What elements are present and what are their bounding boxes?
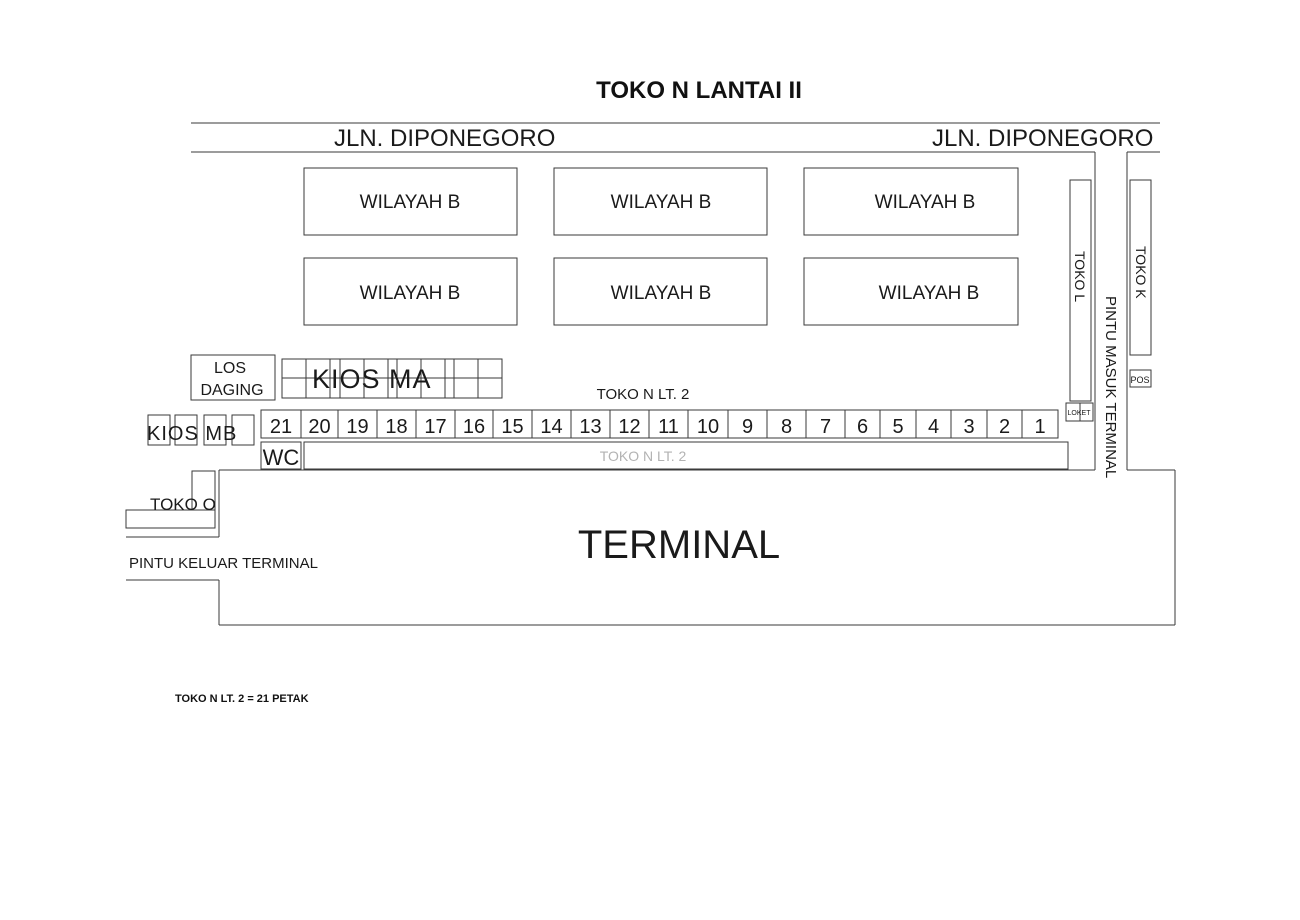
petak-row bbox=[261, 410, 1058, 438]
wilayah-b-label-2: WILAYAH B bbox=[610, 192, 712, 213]
petak-number-8: 8 bbox=[780, 416, 793, 438]
petak-number-15: 15 bbox=[501, 416, 524, 438]
toko-o-group bbox=[126, 471, 216, 528]
petak-number-5: 5 bbox=[892, 416, 904, 438]
petak-number-19: 19 bbox=[346, 416, 369, 438]
street-label-left: JLN. DIPONEGORO bbox=[334, 125, 556, 152]
petak-number-16: 16 bbox=[462, 416, 486, 438]
wilayah-b-label-1: WILAYAH B bbox=[359, 192, 461, 213]
petak-number-11: 11 bbox=[658, 416, 679, 438]
toko-n-label-top: TOKO N LT. 2 bbox=[596, 386, 690, 403]
petak-number-1: 1 bbox=[1034, 416, 1046, 438]
wc-label: WC bbox=[262, 445, 300, 470]
toko-o-label: TOKO O bbox=[150, 495, 216, 514]
petak-number-13: 13 bbox=[579, 416, 602, 438]
petak-number-7: 7 bbox=[819, 416, 832, 438]
los-daging-line-2: DAGING bbox=[200, 382, 264, 399]
petak-number-20: 20 bbox=[308, 416, 331, 438]
toko-k-label: TOKO K bbox=[1133, 246, 1149, 299]
petak-number-6: 6 bbox=[856, 416, 869, 438]
kios-ma-label: KIOS MA bbox=[312, 364, 432, 394]
kios-mb-group bbox=[147, 415, 254, 445]
petak-number-14: 14 bbox=[540, 416, 563, 438]
street-label-right: JLN. DIPONEGORO bbox=[932, 125, 1154, 152]
petak-number-18: 18 bbox=[385, 416, 408, 438]
los-daging-line-1: LOS bbox=[213, 360, 247, 377]
kios-ma-grid bbox=[282, 359, 502, 398]
petak-number-9: 9 bbox=[741, 416, 754, 438]
petak-number-4: 4 bbox=[927, 416, 940, 438]
toko-l-label: TOKO L bbox=[1072, 251, 1088, 303]
kios-mb-label: KIOS MB bbox=[147, 423, 238, 445]
petak-number-3: 3 bbox=[963, 416, 975, 438]
entrance-label: PINTU MASUK TERMINAL bbox=[1102, 296, 1119, 479]
pos-label: POS bbox=[1130, 375, 1150, 385]
toko-n-label-bottom: TOKO N LT. 2 bbox=[599, 448, 687, 464]
loket-label: LOKET bbox=[1067, 410, 1091, 417]
wilayah-b-label-4: WILAYAH B bbox=[359, 283, 461, 304]
wilayah-b-label-5: WILAYAH B bbox=[610, 283, 712, 304]
terminal-label: TERMINAL bbox=[577, 523, 781, 567]
wilayah-b-label-3: WILAYAH B bbox=[874, 192, 976, 213]
wilayah-b-blocks bbox=[304, 168, 1018, 325]
petak-number-2: 2 bbox=[998, 416, 1011, 438]
petak-number-17: 17 bbox=[424, 416, 447, 438]
plan-title: TOKO N LANTAI II bbox=[596, 77, 802, 104]
petak-number-21: 21 bbox=[269, 416, 293, 438]
petak-number-10: 10 bbox=[696, 416, 720, 438]
wilayah-b-label-6: WILAYAH B bbox=[878, 283, 980, 304]
petak-number-12: 12 bbox=[618, 416, 641, 438]
legend-note: TOKO N LT. 2 = 21 PETAK bbox=[175, 693, 309, 705]
exit-label: PINTU KELUAR TERMINAL bbox=[129, 555, 318, 572]
